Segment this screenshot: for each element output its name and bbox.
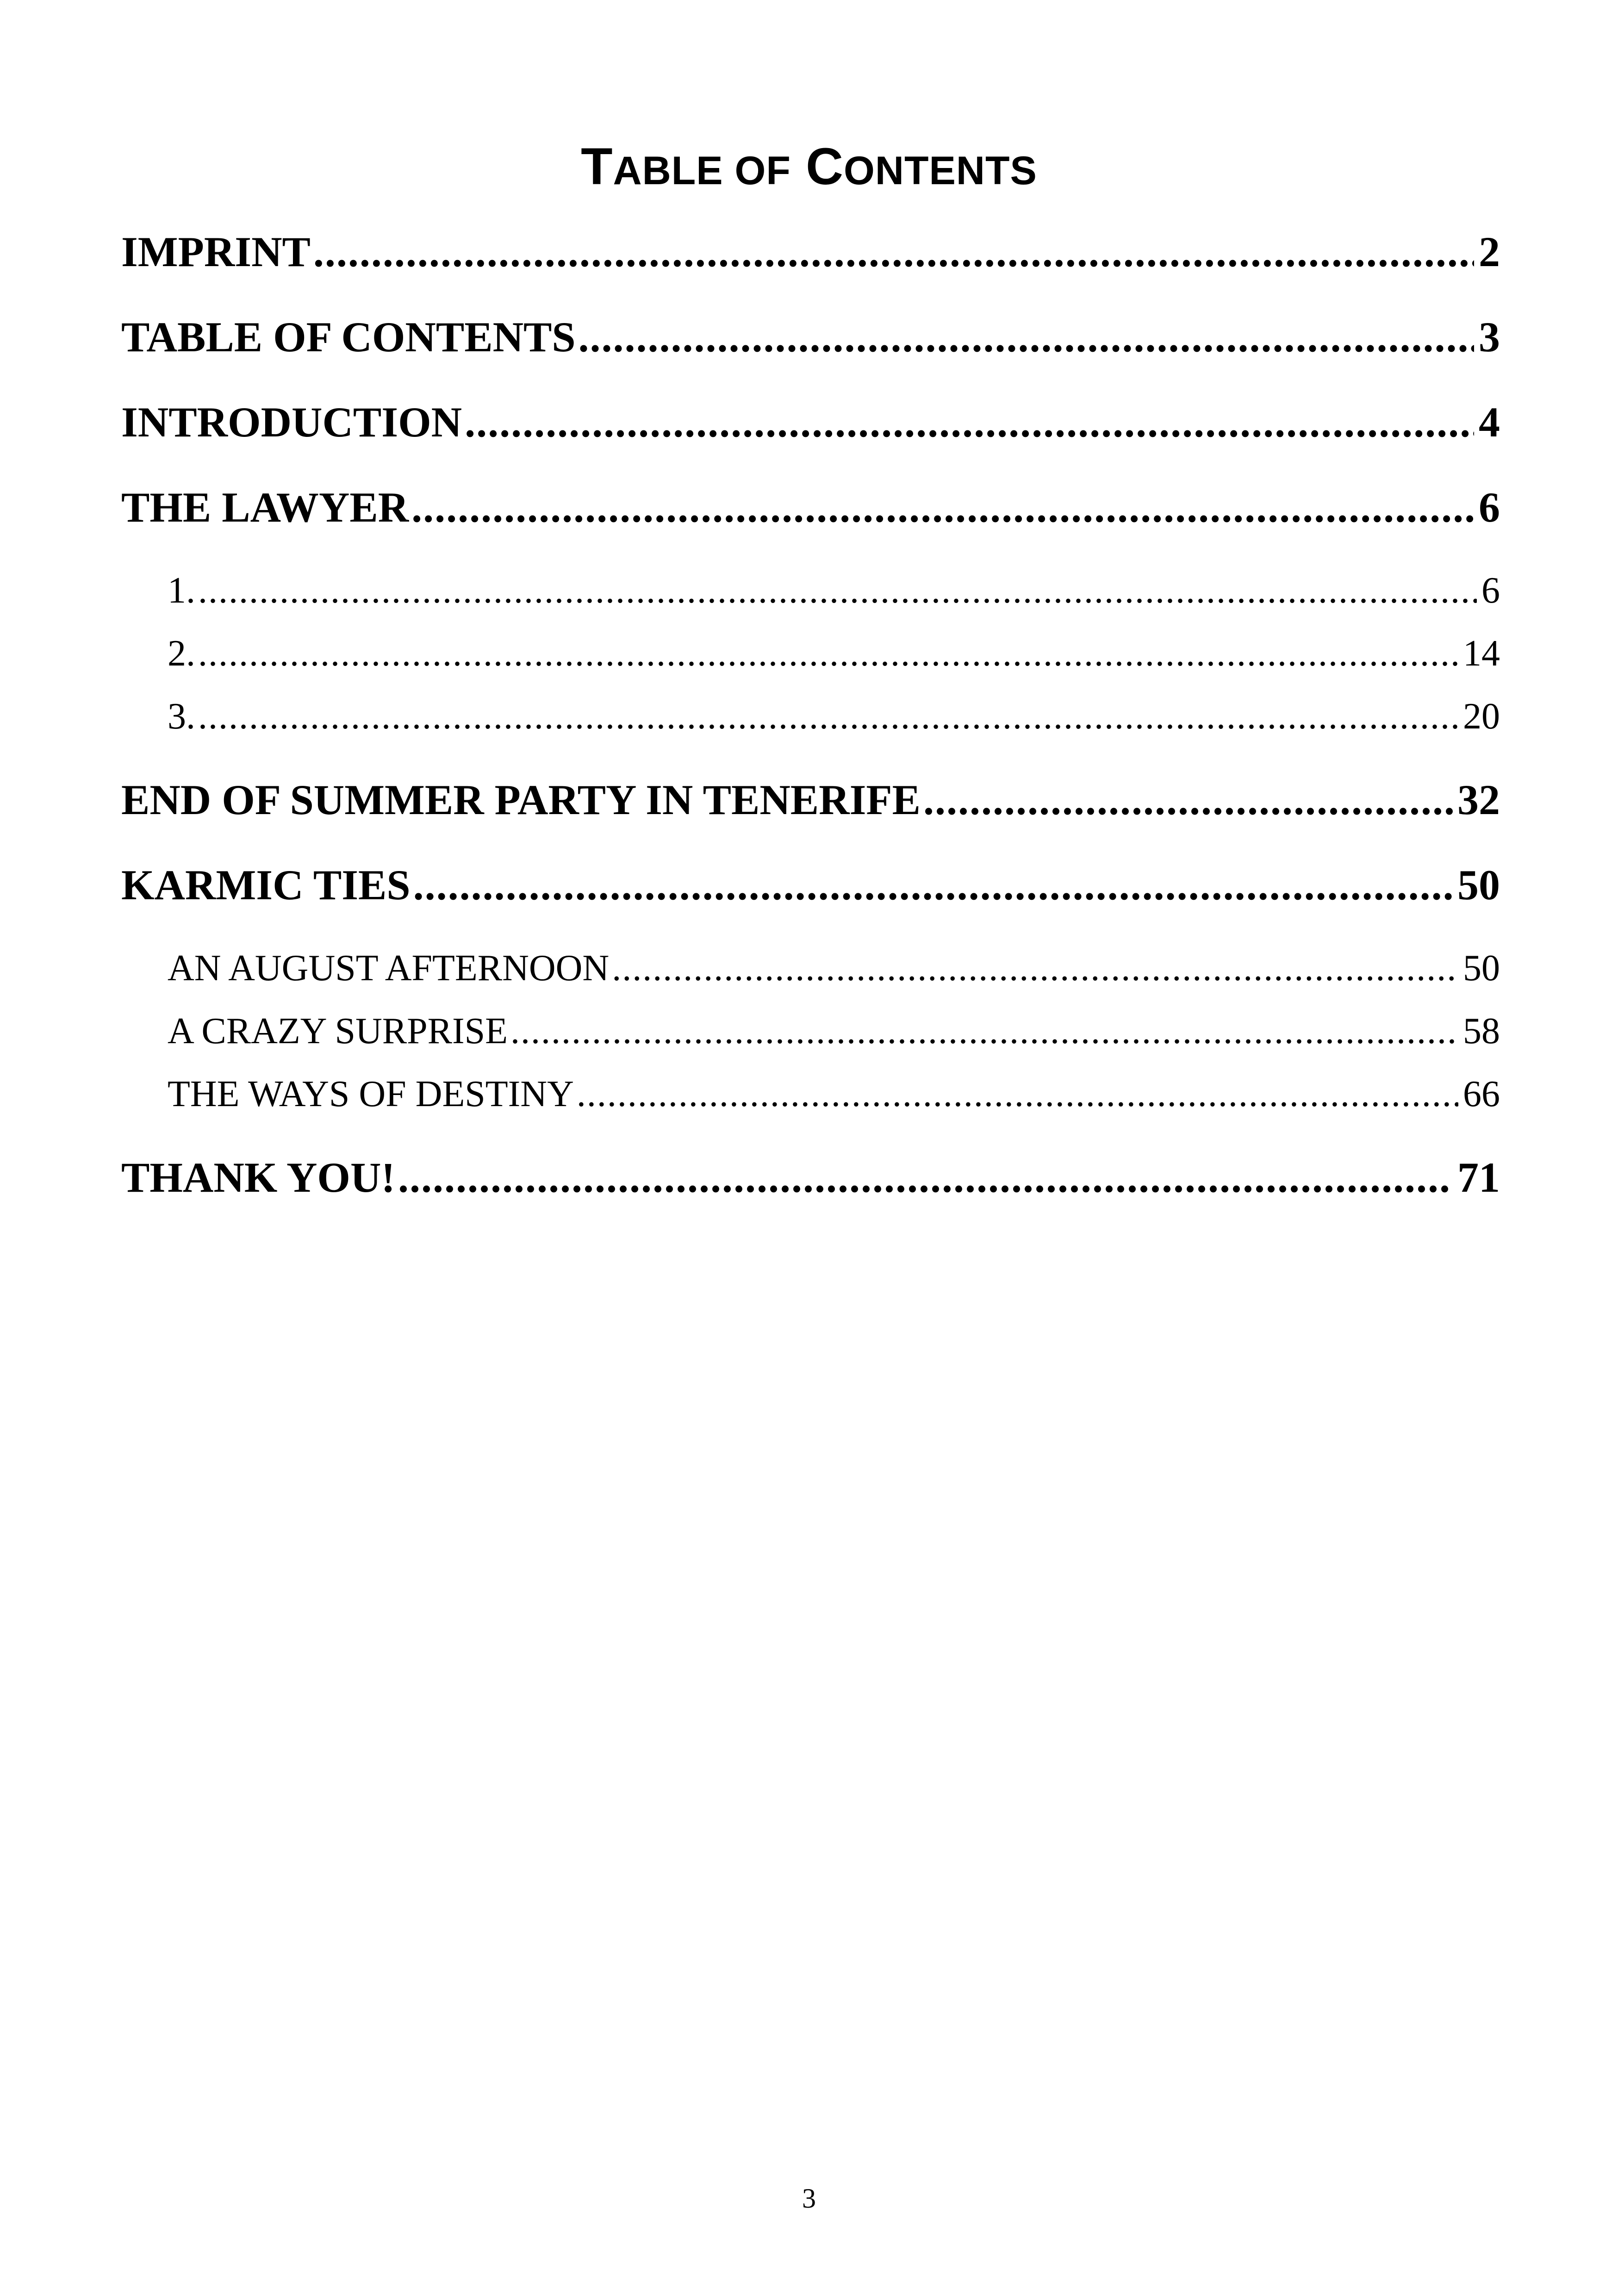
toc-entry-label: TABLE OF CONTENTS bbox=[121, 313, 576, 361]
toc-entry-thank-you[interactable] bbox=[121, 1135, 1500, 1220]
toc-entry-label: A CRAZY SURPRISE bbox=[168, 1011, 508, 1052]
toc-entry-the-lawyer[interactable] bbox=[121, 465, 1500, 550]
toc-entry-page: 50 bbox=[1463, 948, 1500, 989]
dot-leader bbox=[577, 1063, 1458, 1126]
dot-leader bbox=[923, 757, 1453, 842]
dot-leader bbox=[579, 294, 1474, 380]
toc-entry-label: 3. bbox=[168, 696, 195, 737]
toc-entry-page: 2 bbox=[1479, 228, 1500, 275]
dot-leader bbox=[398, 1135, 1453, 1220]
toc-subentry-an-august-afternoon[interactable] bbox=[121, 937, 1500, 1000]
toc-entry-table-of-contents[interactable] bbox=[121, 294, 1500, 380]
toc-entry-page: 71 bbox=[1457, 1154, 1500, 1201]
dot-leader bbox=[612, 937, 1458, 1000]
toc-subentry-3[interactable] bbox=[121, 685, 1500, 748]
toc-entry-page: 3 bbox=[1479, 313, 1500, 361]
dot-leader bbox=[198, 559, 1477, 622]
page-title bbox=[0, 134, 1618, 203]
toc-entry-label: 1. bbox=[168, 570, 195, 611]
toc-entry-label: END OF SUMMER PARTY IN TENERIFE bbox=[121, 776, 921, 823]
dot-leader bbox=[198, 622, 1458, 685]
dot-leader bbox=[413, 842, 1453, 927]
toc-entry-karmic-ties[interactable] bbox=[121, 842, 1500, 927]
toc-entry-page: 6 bbox=[1481, 570, 1500, 611]
toc-entry-page: 20 bbox=[1463, 696, 1500, 737]
toc-list bbox=[121, 209, 1500, 1220]
dot-leader bbox=[198, 685, 1458, 748]
toc-entry-page: 32 bbox=[1457, 776, 1500, 823]
title-initial-t: T bbox=[581, 137, 613, 196]
toc-entry-page: 66 bbox=[1463, 1074, 1500, 1114]
toc-subentry-2[interactable] bbox=[121, 622, 1500, 685]
toc-entry-label: 2. bbox=[168, 633, 195, 674]
toc-entry-introduction[interactable] bbox=[121, 380, 1500, 465]
dot-leader bbox=[313, 209, 1474, 294]
toc-entry-imprint[interactable] bbox=[121, 209, 1500, 294]
title-initial-c: C bbox=[806, 137, 844, 196]
toc-entry-page: 14 bbox=[1463, 633, 1500, 674]
toc-entry-page: 4 bbox=[1479, 398, 1500, 446]
toc-entry-label: IMPRINT bbox=[121, 228, 311, 275]
toc-subentry-a-crazy-surprise[interactable] bbox=[121, 1000, 1500, 1063]
toc-entry-page: 50 bbox=[1457, 861, 1500, 908]
title-rest-able-of: ABLE OF bbox=[613, 149, 791, 193]
toc-entry-label: AN AUGUST AFTERNOON bbox=[168, 948, 610, 989]
toc-subentry-1[interactable] bbox=[121, 559, 1500, 622]
page-number: 3 bbox=[802, 2183, 816, 2214]
dot-leader bbox=[465, 380, 1474, 465]
toc-entry-end-of-summer-party[interactable] bbox=[121, 757, 1500, 842]
toc-entry-label: THE WAYS OF DESTINY bbox=[168, 1074, 574, 1114]
dot-leader bbox=[411, 465, 1474, 550]
dot-leader bbox=[510, 1000, 1458, 1063]
toc-entry-label: INTRODUCTION bbox=[121, 398, 462, 446]
toc-entry-label: THE LAWYER bbox=[121, 484, 409, 531]
toc-entry-label: KARMIC TIES bbox=[121, 861, 411, 908]
toc-entry-page: 58 bbox=[1463, 1011, 1500, 1052]
title-rest-ontents: ONTENTS bbox=[843, 149, 1037, 193]
toc-entry-label: THANK YOU! bbox=[121, 1154, 396, 1201]
toc-entry-page: 6 bbox=[1479, 484, 1500, 531]
toc-subentry-the-ways-of-destiny[interactable] bbox=[121, 1063, 1500, 1126]
